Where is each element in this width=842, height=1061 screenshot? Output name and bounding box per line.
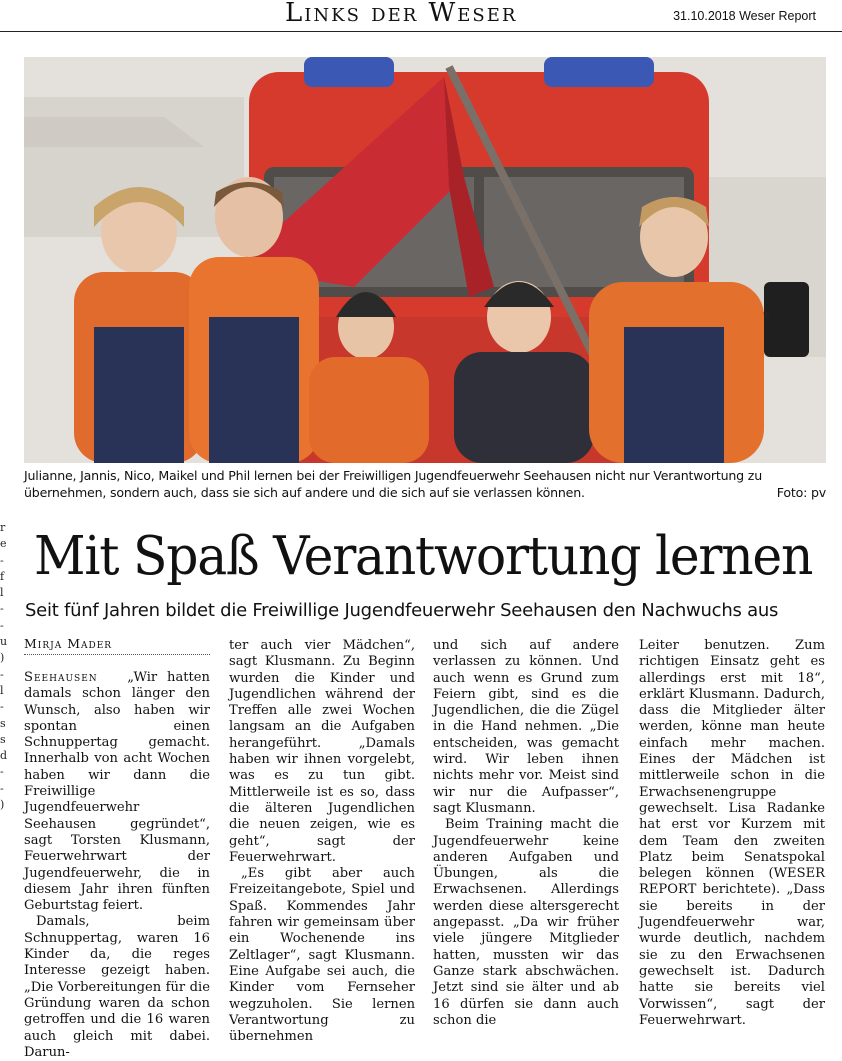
fragment-char: - xyxy=(0,553,4,567)
article-column-2 xyxy=(229,638,415,1045)
photo-illustration xyxy=(24,57,826,463)
fragment-char: - xyxy=(0,781,4,795)
article-subheadline: Seit fünf Jahren bildet die Freiwillige Jugendfeuerwehr Seehausen den Nachwuchs aus xyxy=(25,600,779,621)
article-column-1 xyxy=(24,670,210,1061)
paragraph: „Es gibt aber auch Freizeitangebote, Spiel und Spaß. Kommendes Jahr fahren wir gemeinsam über ein Wochenende ins Zeltlager“, sagt Klusmann. Eine Aufgabe sei auch, die Kinder vom Fernseher wegzuholen. Sie lernen Verantwortung zu übernehmen xyxy=(229,866,415,1045)
publication-date-source: 31.10.2018 Weser Report xyxy=(673,9,816,23)
fragment-char: - xyxy=(0,765,4,779)
fragment-char: e xyxy=(0,537,7,551)
fragment-char: ) xyxy=(0,651,5,665)
fragment-char: l xyxy=(0,586,4,600)
paragraph: Seehausen „Wir hatten damals schon länger den Wunsch, also haben wir spontan einen Schnuppertag gemacht. Innerhalb von acht Wochen haben wir dann die Freiwillige Jugendfeuerwehr Seehausen gegründet“, sagt Torsten Klusmann, Feuerwehrwart der Jugendfeuerwehr, die in diesem Jahr ihren fünften Geburtstag feiert. xyxy=(24,670,210,914)
fragment-char: - xyxy=(0,602,4,616)
fragment-char: - xyxy=(0,667,4,681)
photo-credit: Foto: pv xyxy=(776,485,826,500)
fragment-char: r xyxy=(0,521,6,534)
header-rule xyxy=(0,31,842,32)
paragraph: Damals, beim Schnuppertag, waren 16 Kinder da, die reges Interesse gezeigt haben. „Die Vorbereitungen für die Gründung waren da schon getroffen und die 16 waren auch gleich mit dabei. Darun- xyxy=(24,914,210,1060)
fragment-char: ) xyxy=(0,798,5,812)
section-title: Links der Weser xyxy=(285,0,518,28)
photo-caption xyxy=(24,467,826,501)
fragment-char: s xyxy=(0,716,6,730)
article-column-3 xyxy=(433,638,619,1029)
paragraph: ter auch vier Mädchen“, sagt Klusmann. Zu Beginn wurden die Kinder und Jugendlichen während der Treffen alle zwei Wochen langsam an die Aufgaben herangeführt. „Damals haben wir ihnen vorgelebt, was es zu tun gibt. Mittlerweile ist es so, dass die älteren Jugendlichen die neuen zeigen, wie es geht“, sagt der Feuerwehrwart. xyxy=(229,638,415,865)
fragment-char: d xyxy=(0,749,8,763)
paragraph: und sich auf andere verlassen zu können. Und auch wenn es Grund zum Feiern gibt, sind es die Jugendlichen, die die Zügel in die Hand nehmen. „Die entscheiden, was gemacht wird. Wir leben ihnen nichts mehr vor. Meist sind wir nur die Aufpasser“, sagt Klusmann. xyxy=(433,638,619,816)
article-column-4 xyxy=(639,638,825,1029)
caption-text: Julianne, Jannis, Nico, Maikel und Phil lernen bei der Freiwilligen Jugendfeuerwehr Seehausen nicht nur Verantwortung zu übernehmen, sondern auch, dass sie sich auf andere und die sich auf sie verlassen können. xyxy=(24,468,762,500)
fragment-char: - xyxy=(0,700,4,714)
fragment-char: s xyxy=(0,732,6,746)
paragraph: Leiter benutzen. Zum richtigen Einsatz geht es allerdings erst mit 18“, erklärt Klusmann. Dadurch, dass die Mitglieder älter werden, könne man heute einfach mehr machen. Eines der Mädchen ist mittlerweile schon in die Erwachsenengruppe gewechselt. Lisa Radanke hat erst vor Kurzem mit dem Team den zweiten Platz beim Senatspokal belegen können (WESER REPORT berichtete). „Dass sie bereits in der Jugendfeuerwehr war, wurde deutlich, nachdem sie zu den Erwachsenen gewechselt ist. Dadurch hatte sie bereits viel Vorwissen“, sagt der Feuerwehrwart. xyxy=(639,638,825,1028)
article-photo xyxy=(24,57,826,463)
article-headline: Mit Spaß Verantwortung lernen xyxy=(34,526,813,587)
paragraph: Beim Training macht die Jugendfeuerwehr keine anderen Aufgaben und Übungen, als die Erwachsenen. Allerdings werden diese altersgerecht angepasst. „Da wir früher viele jüngere Mitglieder hatten, mussten wir das Ganze stark abschwächen. Jetzt sind sie älter und ab 16 dürfen sie dann auch schon die xyxy=(433,817,619,1028)
dateline: Seehausen xyxy=(24,670,98,685)
fragment-char: u xyxy=(0,635,8,649)
article-author: Mirja Mader xyxy=(24,636,210,655)
fragment-char: f xyxy=(0,569,5,583)
adjacent-article-fragments xyxy=(0,520,6,813)
fragment-char: - xyxy=(0,618,4,632)
fragment-char: l xyxy=(0,683,4,697)
